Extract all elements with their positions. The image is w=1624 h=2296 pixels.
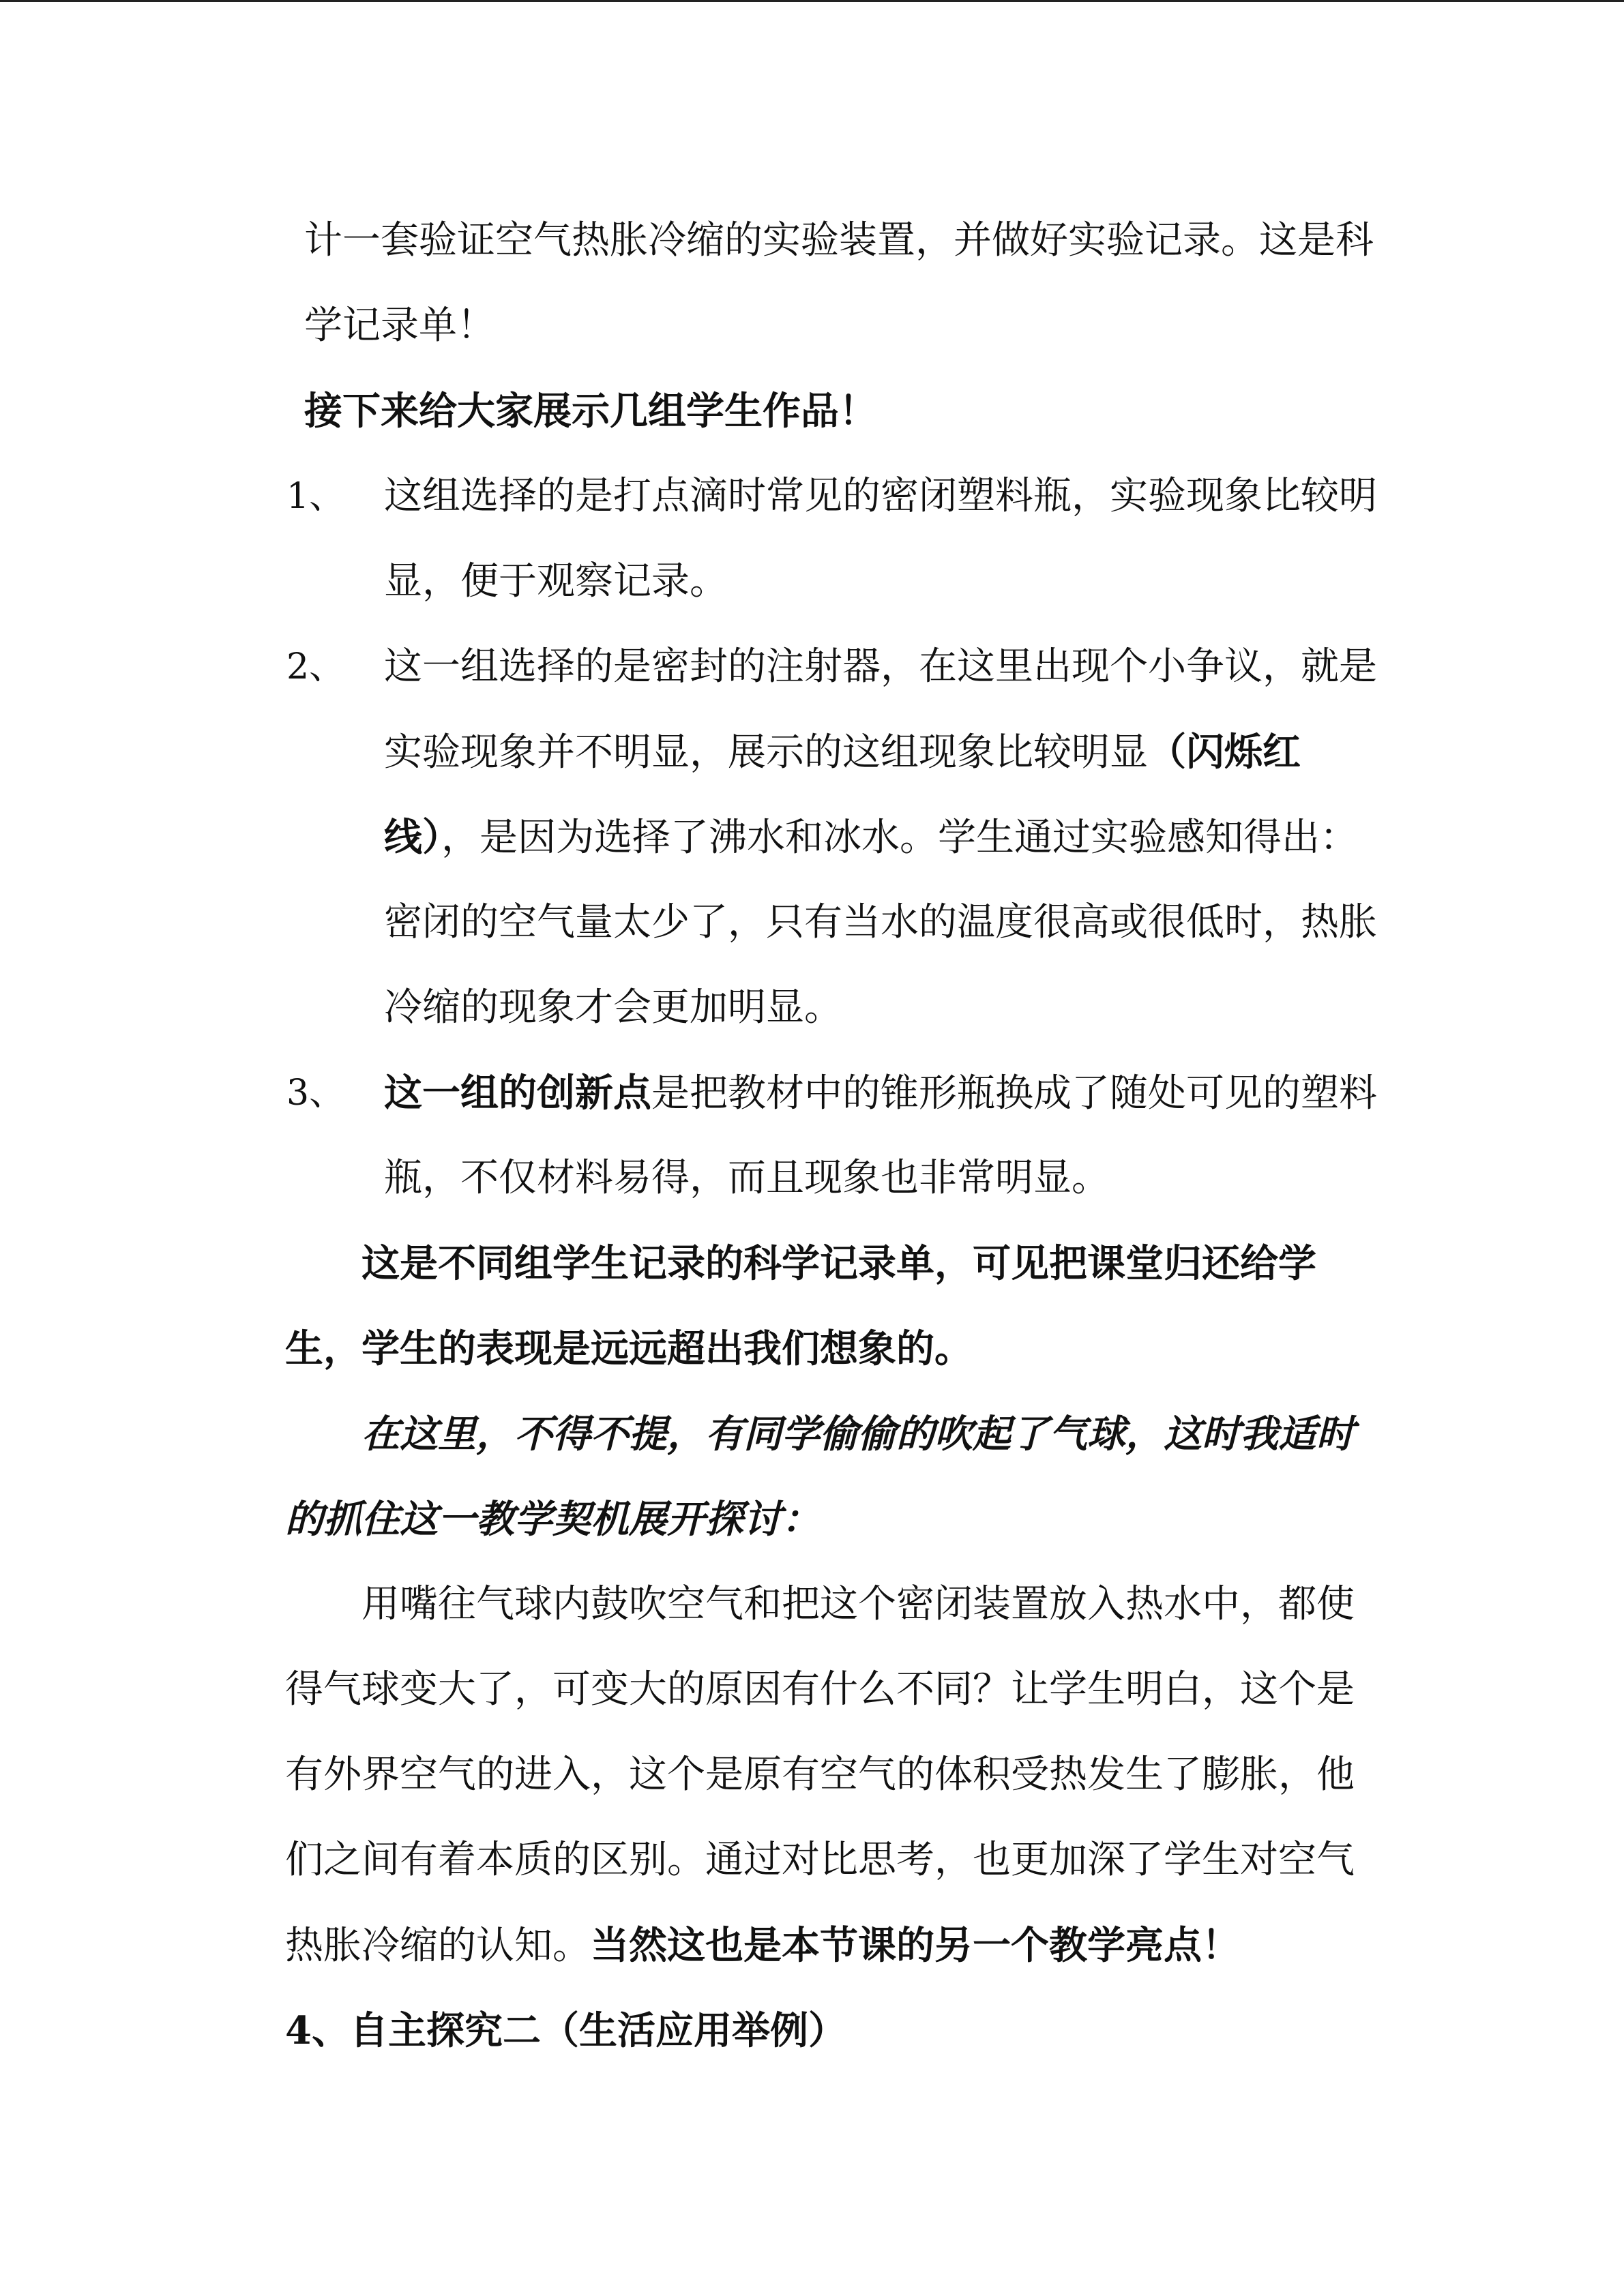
- bold-text-run: 这一组的创新点: [384, 1071, 651, 1116]
- list-item-line: [384, 1069, 1377, 1118]
- text-run: 实验现象并不明显，展示的这组现象比较明显: [384, 730, 1148, 775]
- paragraph-line: 在这里，不得不提，有同学偷偷的吹起了气球，这时我适时: [361, 1412, 1355, 1457]
- section-intro: 接下来给大家展示几组学生作品！: [304, 389, 877, 434]
- paragraph-line: 用嘴往气球内鼓吹空气和把这个密闭装置放入热水中，都使: [361, 1582, 1355, 1626]
- paragraph-line: 得气球变大了，可变大的原因有什么不同？让学生明白，这个是: [285, 1667, 1355, 1712]
- list-item-line: [384, 814, 1358, 862]
- bold-text-run: （闪烁红: [1148, 730, 1301, 775]
- paragraph-line: 这是不同组学生记录的科学记录单，可见把课堂归还给学: [361, 1241, 1316, 1286]
- list-number: 3、: [286, 1073, 345, 1114]
- list-item-line: [384, 728, 1301, 777]
- text-run: 是把教材中的锥形瓶换成了随处可见的塑料: [651, 1071, 1377, 1116]
- list-item-line: 这组选择的是打点滴时常见的密闭塑料瓶，实验现象比较明: [384, 474, 1377, 518]
- paragraph-line: [285, 1922, 1240, 1970]
- paragraph-line: 生，学生的表现是远远超出我们想象的。: [285, 1326, 973, 1371]
- list-number: 1、: [286, 476, 345, 517]
- list-item-line: 这一组选择的是密封的注射器，在这里出现个小争议，就是: [384, 644, 1377, 689]
- bold-text-run: 当然这也是本节课的另一个教学亮点！: [591, 1923, 1240, 1968]
- text-run: ，是因为选择了沸水和冰水。学生通过实验感知得出：: [441, 816, 1358, 860]
- bold-text-run: 线）: [384, 815, 441, 860]
- list-item-line: 密闭的空气量太少了，只有当水的温度很高或很低时，热胀: [384, 900, 1377, 944]
- paragraph-line: 有外界空气的进入，这个是原有空气的体积受热发生了膨胀，他: [285, 1753, 1355, 1797]
- list-item-line: 显，便于观察记录。: [384, 559, 728, 603]
- list-number: 2、: [286, 646, 345, 687]
- paragraph-line: 的抓住这一教学契机展开探讨：: [285, 1497, 820, 1542]
- list-item-line: 瓶，不仅材料易得，而且现象也非常明显。: [384, 1156, 1110, 1200]
- section-heading: 4、自主探究二（生活应用举例）: [285, 2008, 846, 2053]
- paragraph-line: 们之间有着本质的区别。通过对比思考，也更加深了学生对空气: [285, 1838, 1355, 1882]
- top-border: [0, 0, 1624, 2]
- text-run: 热胀冷缩的认知。: [285, 1924, 591, 1968]
- list-item-line: 冷缩的现象才会更加明显。: [384, 985, 842, 1030]
- paragraph-line: 计一套验证空气热胀冷缩的实验装置，并做好实验记录。这是科: [304, 218, 1374, 263]
- paragraph-line: 学记录单！: [304, 303, 495, 348]
